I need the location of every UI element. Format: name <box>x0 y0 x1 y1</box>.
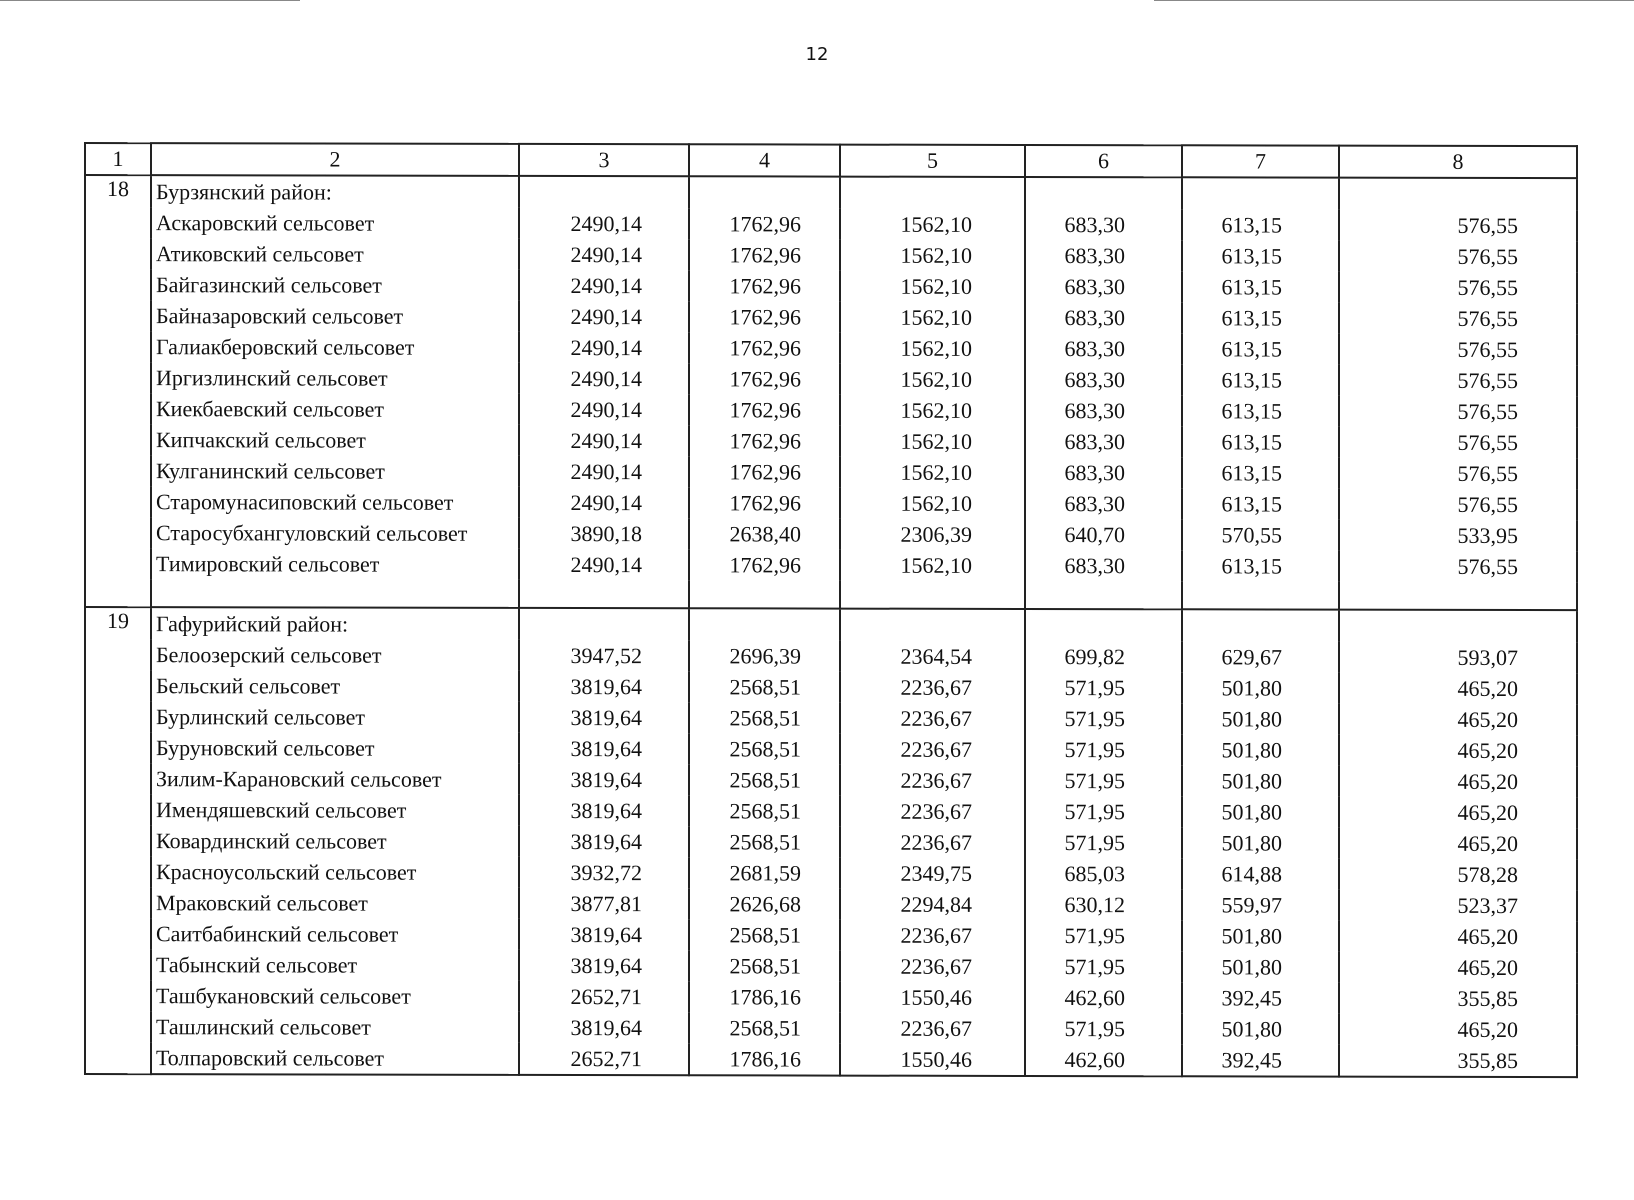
value-col-8: 465,20 <box>1339 797 1577 828</box>
district-title: Бурзянский район: <box>151 175 519 208</box>
empty-cell <box>519 176 689 208</box>
value-col-8: 465,20 <box>1339 673 1577 704</box>
rates-table <box>84 142 1578 1078</box>
value-col-3: 3877,81 <box>519 888 689 919</box>
value-col-6: 683,30 <box>1025 333 1182 364</box>
settlement-name: Ташлинский сельсовет <box>151 1011 519 1043</box>
group-header-row <box>85 607 1577 642</box>
settlement-name: Байназаровский сельсовет <box>151 300 519 332</box>
value-col-4: 2568,51 <box>689 702 840 733</box>
district-title: Гафурийский район: <box>151 607 519 640</box>
value-col-7: 614,88 <box>1182 858 1339 889</box>
value-col-5: 2364,54 <box>840 641 1025 672</box>
value-col-3: 2490,14 <box>519 456 689 487</box>
value-col-8: 533,95 <box>1339 520 1577 551</box>
scan-edge-top-right <box>1154 0 1634 1</box>
value-col-5: 2236,67 <box>840 920 1025 951</box>
table-row <box>85 207 1577 241</box>
settlement-name: Ташбукановский сельсовет <box>151 980 519 1012</box>
table-row <box>85 393 1577 427</box>
value-col-5: 1562,10 <box>840 271 1025 302</box>
value-col-3: 3890,18 <box>519 518 689 549</box>
value-col-4: 1762,96 <box>689 239 840 270</box>
value-col-3: 3819,64 <box>519 671 689 702</box>
value-col-6: 571,95 <box>1025 765 1182 796</box>
value-col-3: 2652,71 <box>519 981 689 1012</box>
settlement-name: Галиакберовский сельсовет <box>151 331 519 363</box>
value-col-6: 571,95 <box>1025 796 1182 827</box>
value-col-8: 576,55 <box>1339 427 1577 458</box>
table-row <box>85 486 1577 520</box>
empty-cell <box>689 608 840 640</box>
value-col-7: 629,67 <box>1182 641 1339 672</box>
settlement-name: Старосубхангуловский сельсовет <box>151 517 519 549</box>
table-row <box>85 794 1577 828</box>
value-col-7: 501,80 <box>1182 796 1339 827</box>
value-col-4: 2568,51 <box>689 826 840 857</box>
value-col-8: 465,20 <box>1339 921 1577 952</box>
value-col-6: 571,95 <box>1025 734 1182 765</box>
value-col-3: 2490,14 <box>519 487 689 518</box>
value-col-4: 2568,51 <box>689 1012 840 1043</box>
settlement-name: Ковардинский сельсовет <box>151 825 519 857</box>
value-col-5: 1562,10 <box>840 209 1025 240</box>
settlement-name: Красноусольский сельсовет <box>151 856 519 888</box>
value-col-5: 2236,67 <box>840 796 1025 827</box>
value-col-8: 465,20 <box>1339 704 1577 735</box>
value-col-7: 613,15 <box>1182 488 1339 519</box>
value-col-4: 1762,96 <box>689 394 840 425</box>
settlement-name: Кулганинский сельсовет <box>151 455 519 487</box>
value-col-5: 1562,10 <box>840 302 1025 333</box>
value-col-7: 501,80 <box>1182 734 1339 765</box>
value-col-3: 2490,14 <box>519 549 689 580</box>
empty-cell <box>1182 581 1339 609</box>
value-col-3: 3932,72 <box>519 857 689 888</box>
value-col-4: 2568,51 <box>689 919 840 950</box>
value-col-6: 571,95 <box>1025 827 1182 858</box>
value-col-8: 576,55 <box>1339 365 1577 396</box>
value-col-7: 392,45 <box>1182 982 1339 1013</box>
column-header: 4 <box>689 144 840 176</box>
value-col-8: 465,20 <box>1339 735 1577 766</box>
value-col-6: 683,30 <box>1025 457 1182 488</box>
settlement-name: Табынский сельсовет <box>151 949 519 981</box>
value-col-7: 613,15 <box>1182 364 1339 395</box>
group-number: 19 <box>85 607 151 1074</box>
value-col-7: 501,80 <box>1182 703 1339 734</box>
value-col-5: 1562,10 <box>840 395 1025 426</box>
value-col-8: 465,20 <box>1339 828 1577 859</box>
value-col-3: 2490,14 <box>519 301 689 332</box>
empty-cell <box>1182 609 1339 641</box>
value-col-4: 1762,96 <box>689 487 840 518</box>
value-col-4: 2696,39 <box>689 640 840 671</box>
value-col-8: 576,55 <box>1339 210 1577 241</box>
table-row <box>85 670 1577 704</box>
value-col-3: 2490,14 <box>519 425 689 456</box>
value-col-3: 2490,14 <box>519 208 689 239</box>
value-col-8: 523,37 <box>1339 890 1577 921</box>
settlement-name: Бельский сельсовет <box>151 670 519 702</box>
value-col-5: 2236,67 <box>840 703 1025 734</box>
table-row <box>85 517 1577 551</box>
table-row <box>85 763 1577 797</box>
value-col-5: 2306,39 <box>840 519 1025 550</box>
value-col-6: 683,30 <box>1025 426 1182 457</box>
empty-cell <box>689 176 840 208</box>
value-col-6: 683,30 <box>1025 240 1182 271</box>
value-col-3: 2490,14 <box>519 363 689 394</box>
settlement-name: Старомунасиповский сельсовет <box>151 486 519 518</box>
table-row <box>85 424 1577 458</box>
value-col-4: 2626,68 <box>689 888 840 919</box>
value-col-4: 2568,51 <box>689 733 840 764</box>
value-col-4: 2568,51 <box>689 795 840 826</box>
table-row <box>85 300 1577 334</box>
group-header-row <box>85 175 1577 210</box>
value-col-6: 571,95 <box>1025 920 1182 951</box>
value-col-3: 3819,64 <box>519 733 689 764</box>
value-col-5: 1562,10 <box>840 240 1025 271</box>
settlement-name: Бурлинский сельсовет <box>151 701 519 733</box>
table-row <box>85 887 1577 921</box>
table-row <box>85 980 1577 1014</box>
value-col-3: 3819,64 <box>519 826 689 857</box>
value-col-3: 3819,64 <box>519 702 689 733</box>
value-col-8: 593,07 <box>1339 642 1577 673</box>
value-col-8: 576,55 <box>1339 241 1577 272</box>
value-col-7: 613,15 <box>1182 240 1339 271</box>
value-col-4: 1762,96 <box>689 208 840 239</box>
value-col-7: 501,80 <box>1182 765 1339 796</box>
value-col-7: 501,80 <box>1182 920 1339 951</box>
value-col-7: 613,15 <box>1182 426 1339 457</box>
value-col-8: 465,20 <box>1339 952 1577 983</box>
empty-cell <box>151 579 519 608</box>
empty-cell <box>1182 177 1339 209</box>
value-col-3: 3819,64 <box>519 919 689 950</box>
value-col-3: 3819,64 <box>519 795 689 826</box>
value-col-4: 1762,96 <box>689 456 840 487</box>
value-col-3: 3819,64 <box>519 1012 689 1043</box>
value-col-7: 613,15 <box>1182 209 1339 240</box>
value-col-7: 559,97 <box>1182 889 1339 920</box>
table-row <box>85 949 1577 983</box>
table-row <box>85 732 1577 766</box>
value-col-4: 1762,96 <box>689 549 840 580</box>
value-col-5: 2236,67 <box>840 951 1025 982</box>
value-col-6: 683,30 <box>1025 302 1182 333</box>
value-col-4: 1762,96 <box>689 301 840 332</box>
table-body <box>85 175 1577 1077</box>
settlement-name: Тимировский сельсовет <box>151 548 519 580</box>
value-col-7: 613,15 <box>1182 302 1339 333</box>
value-col-5: 1562,10 <box>840 364 1025 395</box>
value-col-7: 501,80 <box>1182 672 1339 703</box>
value-col-6: 571,95 <box>1025 672 1182 703</box>
value-col-5: 1562,10 <box>840 550 1025 581</box>
table-row <box>85 1011 1577 1045</box>
value-col-6: 683,30 <box>1025 550 1182 581</box>
value-col-8: 576,55 <box>1339 303 1577 334</box>
value-col-7: 613,15 <box>1182 271 1339 302</box>
value-col-6: 683,30 <box>1025 271 1182 302</box>
column-header: 6 <box>1025 145 1182 177</box>
column-header: 3 <box>519 144 689 176</box>
empty-cell <box>840 581 1025 609</box>
column-header: 7 <box>1182 145 1339 177</box>
empty-cell <box>840 609 1025 641</box>
page-number: 12 <box>805 44 829 65</box>
value-col-7: 613,15 <box>1182 457 1339 488</box>
value-col-6: 683,30 <box>1025 364 1182 395</box>
value-col-6: 683,30 <box>1025 209 1182 240</box>
value-col-4: 1762,96 <box>689 425 840 456</box>
settlement-name: Зилим-Карановский сельсовет <box>151 763 519 795</box>
value-col-5: 1562,10 <box>840 488 1025 519</box>
column-header: 2 <box>151 143 519 176</box>
table-row <box>85 238 1577 272</box>
value-col-4: 2568,51 <box>689 950 840 981</box>
value-col-6: 462,60 <box>1025 982 1182 1013</box>
value-col-6: 683,30 <box>1025 488 1182 519</box>
value-col-5: 2236,67 <box>840 765 1025 796</box>
value-col-5: 2349,75 <box>840 858 1025 889</box>
value-col-8: 576,55 <box>1339 551 1577 582</box>
value-col-6: 462,60 <box>1025 1044 1182 1076</box>
table-row <box>85 331 1577 365</box>
column-header: 5 <box>840 145 1025 177</box>
blank-row <box>85 579 1577 610</box>
value-col-5: 2294,84 <box>840 889 1025 920</box>
empty-cell <box>1339 610 1577 642</box>
value-col-8: 576,55 <box>1339 272 1577 303</box>
settlement-name: Буруновский сельсовет <box>151 732 519 764</box>
value-col-7: 501,80 <box>1182 951 1339 982</box>
table-row <box>85 856 1577 890</box>
empty-cell <box>840 177 1025 209</box>
value-col-8: 576,55 <box>1339 458 1577 489</box>
empty-cell <box>689 580 840 608</box>
value-col-3: 2490,14 <box>519 332 689 363</box>
group-number: 18 <box>85 175 151 607</box>
value-col-3: 3947,52 <box>519 640 689 671</box>
value-col-7: 613,15 <box>1182 395 1339 426</box>
value-col-5: 1562,10 <box>840 457 1025 488</box>
value-col-7: 613,15 <box>1182 550 1339 581</box>
empty-cell <box>519 608 689 640</box>
value-col-4: 2568,51 <box>689 671 840 702</box>
value-col-5: 1550,46 <box>840 982 1025 1013</box>
value-col-6: 571,95 <box>1025 703 1182 734</box>
value-col-5: 2236,67 <box>840 827 1025 858</box>
settlement-name: Толпаровский сельсовет <box>151 1042 519 1075</box>
column-header: 8 <box>1339 146 1577 178</box>
value-col-7: 570,55 <box>1182 519 1339 550</box>
settlement-name: Саитбабинский сельсовет <box>151 918 519 950</box>
value-col-4: 2638,40 <box>689 518 840 549</box>
value-col-3: 2490,14 <box>519 270 689 301</box>
empty-cell <box>1025 581 1182 609</box>
value-col-8: 576,55 <box>1339 489 1577 520</box>
table-row <box>85 548 1577 582</box>
settlement-name: Имендяшевский сельсовет <box>151 794 519 826</box>
value-col-7: 392,45 <box>1182 1044 1339 1076</box>
value-col-7: 613,15 <box>1182 333 1339 364</box>
table-row <box>85 639 1577 673</box>
empty-cell <box>1025 609 1182 641</box>
column-header-row <box>85 143 1577 178</box>
value-col-8: 355,85 <box>1339 1045 1577 1077</box>
settlement-name: Киекбаевский сельсовет <box>151 393 519 425</box>
table-row <box>85 825 1577 859</box>
value-col-6: 685,03 <box>1025 858 1182 889</box>
value-col-8: 465,20 <box>1339 766 1577 797</box>
value-col-8: 578,28 <box>1339 859 1577 890</box>
value-col-5: 1562,10 <box>840 426 1025 457</box>
settlement-name: Белоозерский сельсовет <box>151 639 519 671</box>
value-col-8: 576,55 <box>1339 396 1577 427</box>
empty-cell <box>519 580 689 608</box>
settlement-name: Мраковский сельсовет <box>151 887 519 919</box>
value-col-4: 1762,96 <box>689 332 840 363</box>
value-col-6: 571,95 <box>1025 1013 1182 1044</box>
value-col-4: 1762,96 <box>689 270 840 301</box>
settlement-name: Атиковский сельсовет <box>151 238 519 270</box>
value-col-5: 2236,67 <box>840 1013 1025 1044</box>
settlement-name: Иргизлинский сельсовет <box>151 362 519 394</box>
value-col-4: 2681,59 <box>689 857 840 888</box>
value-col-4: 1786,16 <box>689 1043 840 1075</box>
value-col-3: 2652,71 <box>519 1043 689 1075</box>
settlement-name: Аскаровский сельсовет <box>151 207 519 239</box>
value-col-4: 1786,16 <box>689 981 840 1012</box>
value-col-3: 3819,64 <box>519 764 689 795</box>
value-col-3: 2490,14 <box>519 239 689 270</box>
empty-cell <box>1339 582 1577 610</box>
value-col-7: 501,80 <box>1182 1013 1339 1044</box>
settlement-name: Байгазинский сельсовет <box>151 269 519 301</box>
table-row <box>85 455 1577 489</box>
value-col-8: 355,85 <box>1339 983 1577 1014</box>
empty-cell <box>1025 177 1182 209</box>
table-row <box>85 362 1577 396</box>
value-col-6: 683,30 <box>1025 395 1182 426</box>
value-col-8: 576,55 <box>1339 334 1577 365</box>
value-col-3: 3819,64 <box>519 950 689 981</box>
value-col-4: 1762,96 <box>689 363 840 394</box>
column-header: 1 <box>85 143 151 175</box>
table-row <box>85 269 1577 303</box>
value-col-5: 2236,67 <box>840 672 1025 703</box>
value-col-6: 571,95 <box>1025 951 1182 982</box>
table-row <box>85 1042 1577 1077</box>
value-col-8: 465,20 <box>1339 1014 1577 1045</box>
value-col-6: 630,12 <box>1025 889 1182 920</box>
value-col-5: 1550,46 <box>840 1044 1025 1076</box>
settlement-name: Кипчакский сельсовет <box>151 424 519 456</box>
value-col-3: 2490,14 <box>519 394 689 425</box>
value-col-7: 501,80 <box>1182 827 1339 858</box>
table-row <box>85 701 1577 735</box>
value-col-5: 1562,10 <box>840 333 1025 364</box>
value-col-4: 2568,51 <box>689 764 840 795</box>
value-col-6: 699,82 <box>1025 641 1182 672</box>
empty-cell <box>1339 178 1577 210</box>
value-col-5: 2236,67 <box>840 734 1025 765</box>
scan-edge-top-left <box>0 0 300 1</box>
table-row <box>85 918 1577 952</box>
value-col-6: 640,70 <box>1025 519 1182 550</box>
